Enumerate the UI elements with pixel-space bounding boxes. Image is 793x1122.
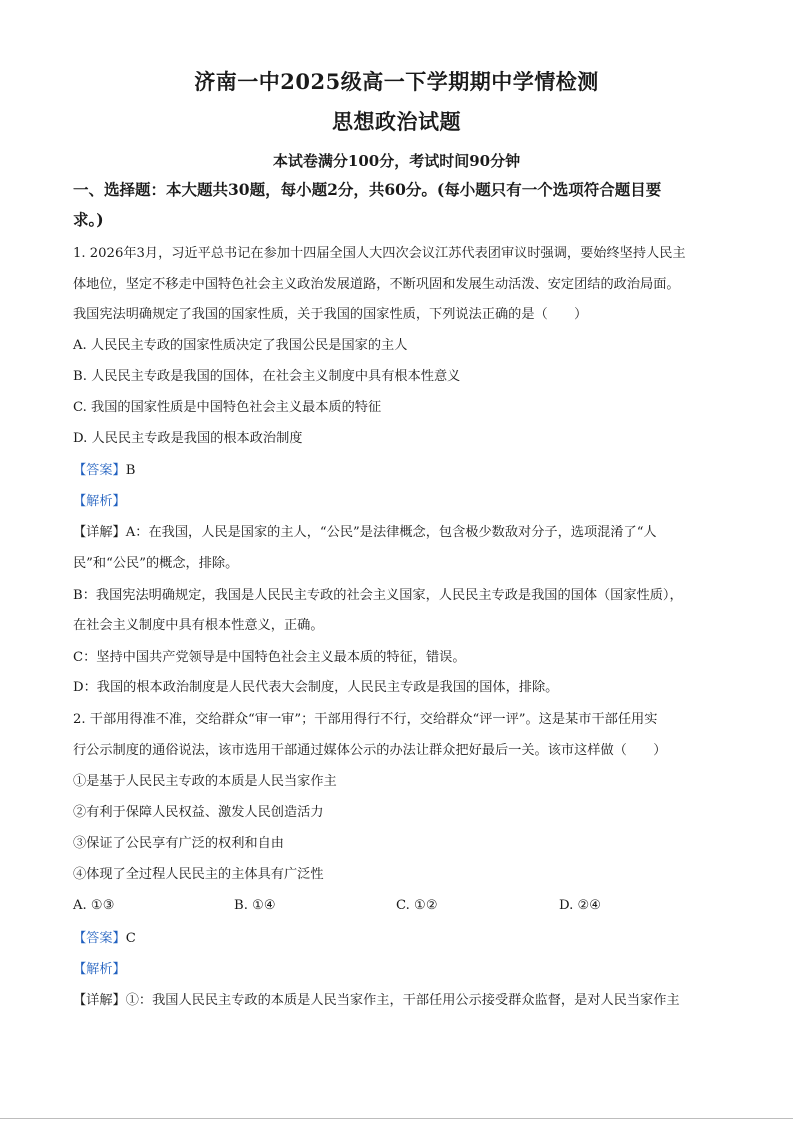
- q1-option-a: A. 人民民主专政的国家性质决定了我国公民是国家的主人: [73, 338, 408, 353]
- section-heading-cont: 求。): [73, 210, 104, 229]
- q2-item1: ①是基于人民民主专政的本质是人民当家作主: [73, 774, 337, 789]
- q1-stem-line1: 1. 2026年3月，习近平总书记在参加十四届全国人大四次会议江苏代表团审议时强调，要始终坚持人民主: [73, 246, 686, 261]
- q1-detail-line4: 在社会主义制度中具有根本性意义，正确。: [73, 618, 324, 633]
- section-heading: 一、选择题：本大题共30题，每小题2分，共60分。(每小题只有一个选项符合题目要: [73, 180, 662, 199]
- q2-detail-line1: [73, 992, 680, 1010]
- q2-option-a: A. ①③: [73, 898, 115, 913]
- q1-detail-line3: B：我国宪法明确规定，我国是人民民主专政的社会主义国家，人民民主专政是我国的国体（国家性质），: [73, 588, 683, 603]
- exam-info: 本试卷满分100分，考试时间90分钟: [272, 152, 521, 170]
- q1-answer: [73, 462, 135, 480]
- document-title: 济南一中2025级高一下学期期中学情检测: [194, 69, 599, 94]
- q2-item4: ④体现了全过程人民民主的主体具有广泛性: [73, 867, 324, 882]
- q1-stem-line3: 我国宪法明确规定了我国的国家性质，关于我国的国家性质，下列说法正确的是（ ）: [73, 307, 588, 322]
- q2-stem-line1: 2. 干部用得准不准，交给群众“审一审”；干部用得行不行，交给群众“评一评”。这是某市干部任用实: [73, 712, 658, 727]
- q1-stem-line2: 体地位，坚定不移走中国特色社会主义政治发展道路，不断巩固和发展生动活泼、安定团结的政治局面。: [73, 277, 680, 292]
- detail-text: ①：我国人民民主专政的本质是人民当家作主，干部任用公示接受群众监督，是对人民当家作主: [125, 993, 680, 1008]
- q2-option-d: D. ②④: [559, 898, 602, 913]
- q1-detail-line6: D：我国的根本政治制度是人民代表大会制度，人民民主专政是我国的国体，排除。: [73, 680, 559, 695]
- detail-tag: 【详解】: [73, 993, 126, 1008]
- analysis-tag: 【解析】: [73, 962, 126, 977]
- answer-tag: 【答案】: [73, 463, 126, 478]
- q2-answer: [73, 930, 136, 948]
- q1-detail-line1: [73, 524, 657, 542]
- q2-item2: ②有利于保障人民权益、激发人民创造活力: [73, 805, 324, 820]
- q1-analysis: [73, 493, 126, 511]
- q2-option-b: B. ①④: [234, 898, 276, 913]
- q2-item3: ③保证了公民享有广泛的权利和自由: [73, 836, 284, 851]
- detail-tag: 【详解】: [73, 525, 126, 540]
- q1-option-b: B. 人民民主专政是我国的国体，在社会主义制度中具有根本性意义: [73, 369, 461, 384]
- answer-value: B: [125, 463, 136, 478]
- answer-tag: 【答案】: [73, 931, 126, 946]
- q2-analysis: [73, 961, 126, 979]
- q2-stem-line2: 行公示制度的通俗说法，该市选用干部通过媒体公示的办法让群众把好最后一关。该市这样做（ ）: [73, 743, 667, 758]
- page-bottom-divider: [0, 1118, 793, 1119]
- q1-option-d: D. 人民民主专政是我国的根本政治制度: [73, 431, 303, 446]
- q1-detail-line2: 民”和“公民”的概念，排除。: [73, 556, 239, 571]
- detail-text: A：在我国，人民是国家的主人，“公民”是法律概念，包含极少数敌对分子，选项混淆了“人: [125, 525, 657, 540]
- document-subtitle: 思想政治试题: [332, 109, 461, 134]
- answer-value: C: [125, 931, 136, 946]
- analysis-tag: 【解析】: [73, 494, 126, 509]
- q2-option-c: C. ①②: [396, 898, 438, 913]
- q1-detail-line5: C：坚持中国共产党领导是中国特色社会主义最本质的特征，错误。: [73, 650, 466, 665]
- q1-option-c: C. 我国的国家性质是中国特色社会主义最本质的特征: [73, 400, 382, 415]
